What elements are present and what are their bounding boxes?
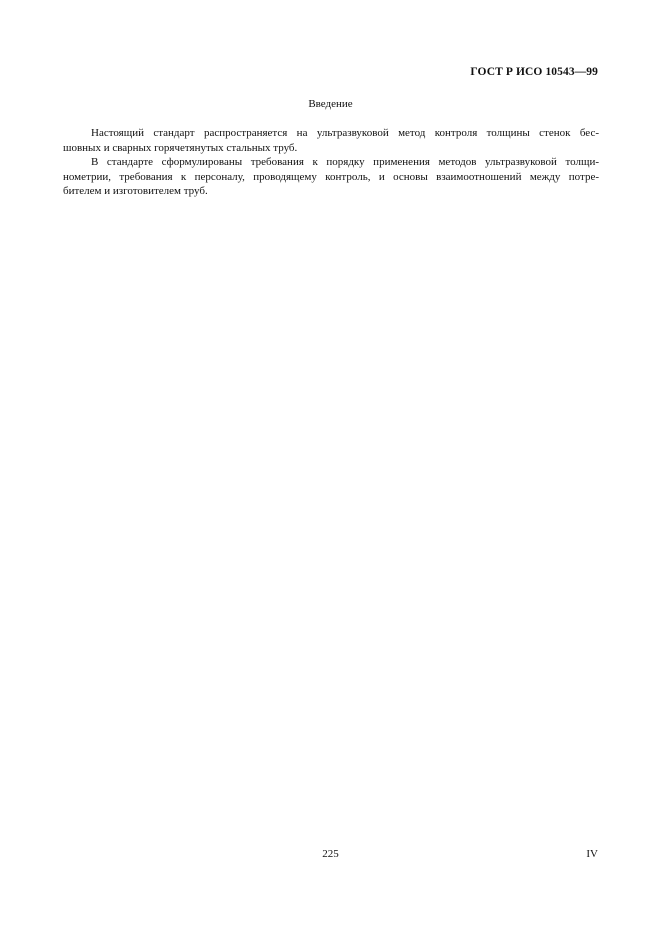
body-text [63,126,599,199]
roman-page-number: IV [586,848,598,860]
paragraph [63,126,599,155]
section-title: Введение [308,98,353,110]
document-code: ГОСТ Р ИСО 10543—99 [470,66,598,78]
page-number: 225 [322,848,339,860]
text-line: Настоящий стандарт распространяется на ультразвуковой метод контроля толщины стенок бес- [91,127,599,139]
paragraph [63,155,599,199]
text-line: шовных и сварных горячетянутых стальных труб. [63,141,298,154]
text-line: В стандарте сформулированы требования к порядку применения методов ультразвуковой толщи- [91,156,599,168]
text-line: нометрии, требования к персоналу, проводящему контроль, и основы взаимоотношений между потре- [63,170,599,183]
text-line: бителем и изготовителем труб. [63,185,208,197]
